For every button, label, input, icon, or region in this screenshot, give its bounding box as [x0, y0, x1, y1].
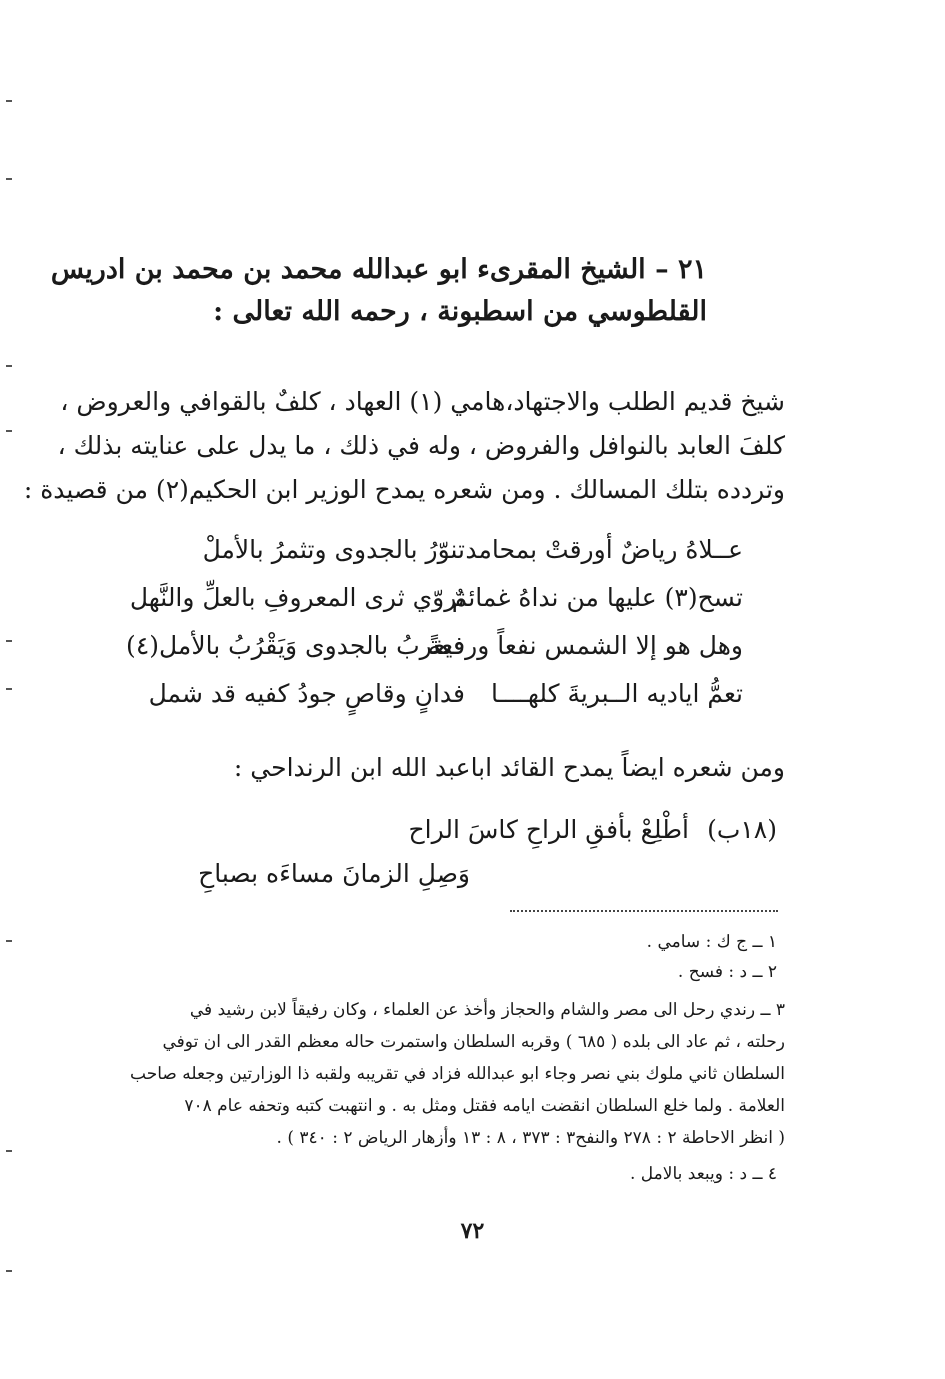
- margin-mark: [6, 100, 12, 102]
- margin-mark: [6, 1150, 12, 1152]
- footnote-3-line-2: رحلته ، ثم عاد الى بلده ( ٦٨٥ ) وقربه السلطان واستمرت حاله معظم القدر الى ان توفي: [162, 1032, 785, 1052]
- footnote-3-line-3: السلطان ثاني ملوك بني نصر وجاء ابو عبدالله فزاد في تقريبه ولقبه ذا الوزارتين وجعله صاحب: [130, 1064, 785, 1084]
- margin-mark: [6, 688, 12, 690]
- margin-mark: [6, 940, 12, 942]
- footnote-3-line-1: ٣ ــ رندي رحل الى مصر والشام والحجاز وأخذ عن العلماء ، وكان رفيقاً لابن رشيد في: [189, 1000, 785, 1020]
- page-number: ٧٢: [460, 1218, 485, 1244]
- verse-4-second-hemistich: فدانٍ وقاصٍ جودُ كفيه قد شمل: [148, 679, 465, 708]
- footnote-2: ٢ ــ د : فسح .: [677, 962, 777, 982]
- body-line-2: كلفَ العابد بالنوافل والفروض ، وله في ذلك ، ما يدل على عنايته بذلك ،: [57, 431, 785, 460]
- margin-mark: [6, 178, 12, 180]
- entry-heading-line-1: ٢١ – الشيخ المقرىء ابو عبدالله محمد بن محمد بن ادريس: [50, 254, 707, 285]
- folio-marker: (١٨ب): [707, 815, 777, 844]
- verse-1-second-hemistich: تنوّرُ بالجدوى وتثمرُ بالأملْ: [202, 535, 465, 564]
- second-poem-line-1: أطْلِعْ بأفقِ الراحِ كاسَ الراح: [408, 815, 689, 844]
- margin-mark: [6, 430, 12, 432]
- footnote-3-line-5: ( انظر الاحاطة ٢ : ٢٧٨ والنفح٣ : ٣٧٣ ، ٨ : ١٣ وأزهار الرياض ٢ : ٣٤٠ ) .: [276, 1128, 785, 1148]
- footnote-4: ٤ ــ د : ويبعد بالامل .: [629, 1164, 777, 1184]
- margin-mark: [6, 1270, 12, 1272]
- footnote-1: ١ ــ ج ك : سامي .: [646, 932, 777, 952]
- verse-4-first-hemistich: تعمُّ اياديه الــبريةَ كلهــــا: [490, 679, 743, 708]
- entry-heading-line-2: القلطوسي من اسطبونة ، رحمه الله تعالى :: [213, 296, 707, 327]
- footnote-separator: [510, 910, 778, 912]
- margin-mark: [6, 365, 12, 367]
- footnote-3-line-4: العلامة . ولما خلع السلطان انقضت ايامه فقتل ومثل به . و انتهبت كتبه وتحفه عام ٧٠٨: [184, 1096, 785, 1116]
- body-line-1: شيخ قديم الطلب والاجتهاد،هامي (١) العهاد ، كلفٌ بالقوافي والعروض ،: [60, 387, 785, 416]
- verse-1-first-hemistich: عــلاهُ رياضٌ أورقتْ بمحامد: [465, 535, 743, 564]
- verse-2-second-hemistich: تروّي ثرى المعروفِ بالعلِّ والنَّهل: [129, 583, 465, 612]
- margin-mark: [6, 640, 12, 642]
- verse-2-first-hemistich: تسح(٣) عليها من نداهُ غمائمٌ: [451, 583, 743, 612]
- second-poem-line-2: وَصِلِ الزمانَ مساءَه بصباحِ: [198, 859, 470, 888]
- verse-3-first-hemistich: وهل هو إلا الشمس نفعاً ورفعةً: [427, 631, 743, 660]
- second-poem-intro: ومن شعره ايضاً يمدح القائد اباعبد الله ابن الرنداحي :: [233, 753, 785, 782]
- verse-3-second-hemistich: فيغربُ بالجدوى وَيَقْرُبُ بالأمل(٤): [126, 631, 465, 660]
- body-line-3: وتردده بتلك المسالك . ومن شعره يمدح الوزير ابن الحكيم(٢) من قصيدة :: [23, 475, 785, 504]
